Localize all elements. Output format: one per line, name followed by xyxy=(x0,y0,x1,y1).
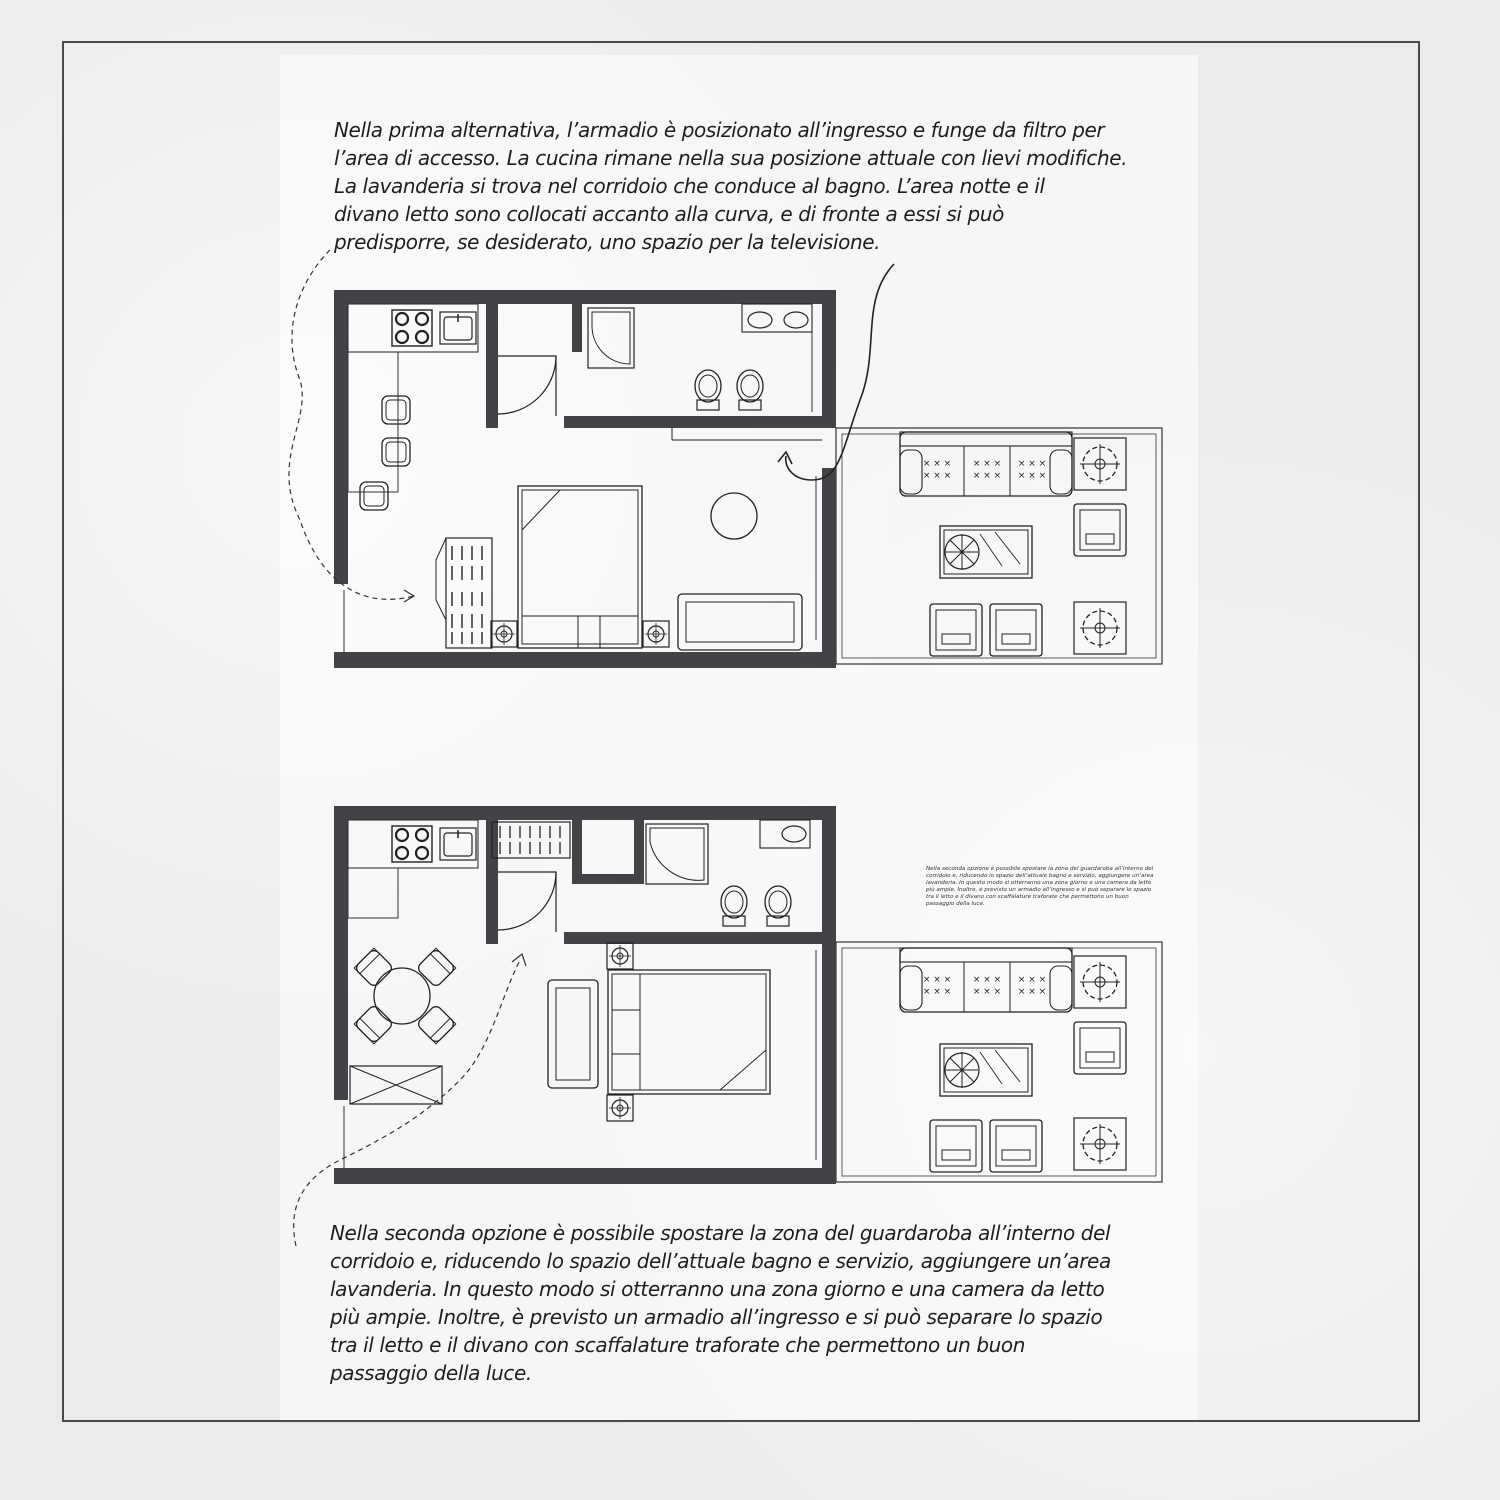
bed-option-2 xyxy=(608,970,770,1094)
wardrobe-entry xyxy=(436,538,492,648)
caption-second-option: Nella seconda opzione è possibile spostare la zona del guardaroba all’interno del corridoio e, riducendo lo spazio dell’attuale bagno e servizio, aggiungere un’area lavanderia. In questo modo si otterranno una zona giorno e una camera da letto più ampie. Inoltre, è previsto un armadio all’ingresso e si può separare lo spazio tra il letto e il divano con scaffalature traforate che permettono un buon passaggio della luce. xyxy=(330,1221,1111,1385)
wardrobe-corridor xyxy=(492,822,570,858)
caption-first-option: Nella prima alternativa, l’armadio è posizionato all’ingresso e funge da filtro per l’area di accesso. La cucina rimane nella sua posizione attuale con lievi modifiche. La lavanderia si trova nel corridoio che conduce al bagno. L’area notte e il divano letto sono collocati accanto alla curva, e di fronte a essi si può predisporre, se desiderato, uno spazio per la televisione. xyxy=(334,118,1128,254)
floor-plans: × × ×× × × × × ×× × × × × ×× × × xyxy=(0,0,1500,1500)
caption-second-option-small: Nella seconda opzione è possibile spostare la zona del guardaroba all’interno del corridoio e, riducendo lo spazio dell’attuale bagno e servizio, aggiungere un’area lavanderia. In questo modo si otterranno una zona giorno e una camera da letto più ampie. Inoltre, è previsto un armadio all’ingresso e si può separare lo spazio tra il letto e il divano con scaffalature traforate che permettono un buon passaggio della luce. xyxy=(926,866,1154,907)
floor-plan-option-1 xyxy=(289,250,1162,668)
bed-option-1 xyxy=(518,486,642,648)
dining-table xyxy=(354,948,456,1044)
floor-plan-option-2 xyxy=(294,806,1162,1246)
